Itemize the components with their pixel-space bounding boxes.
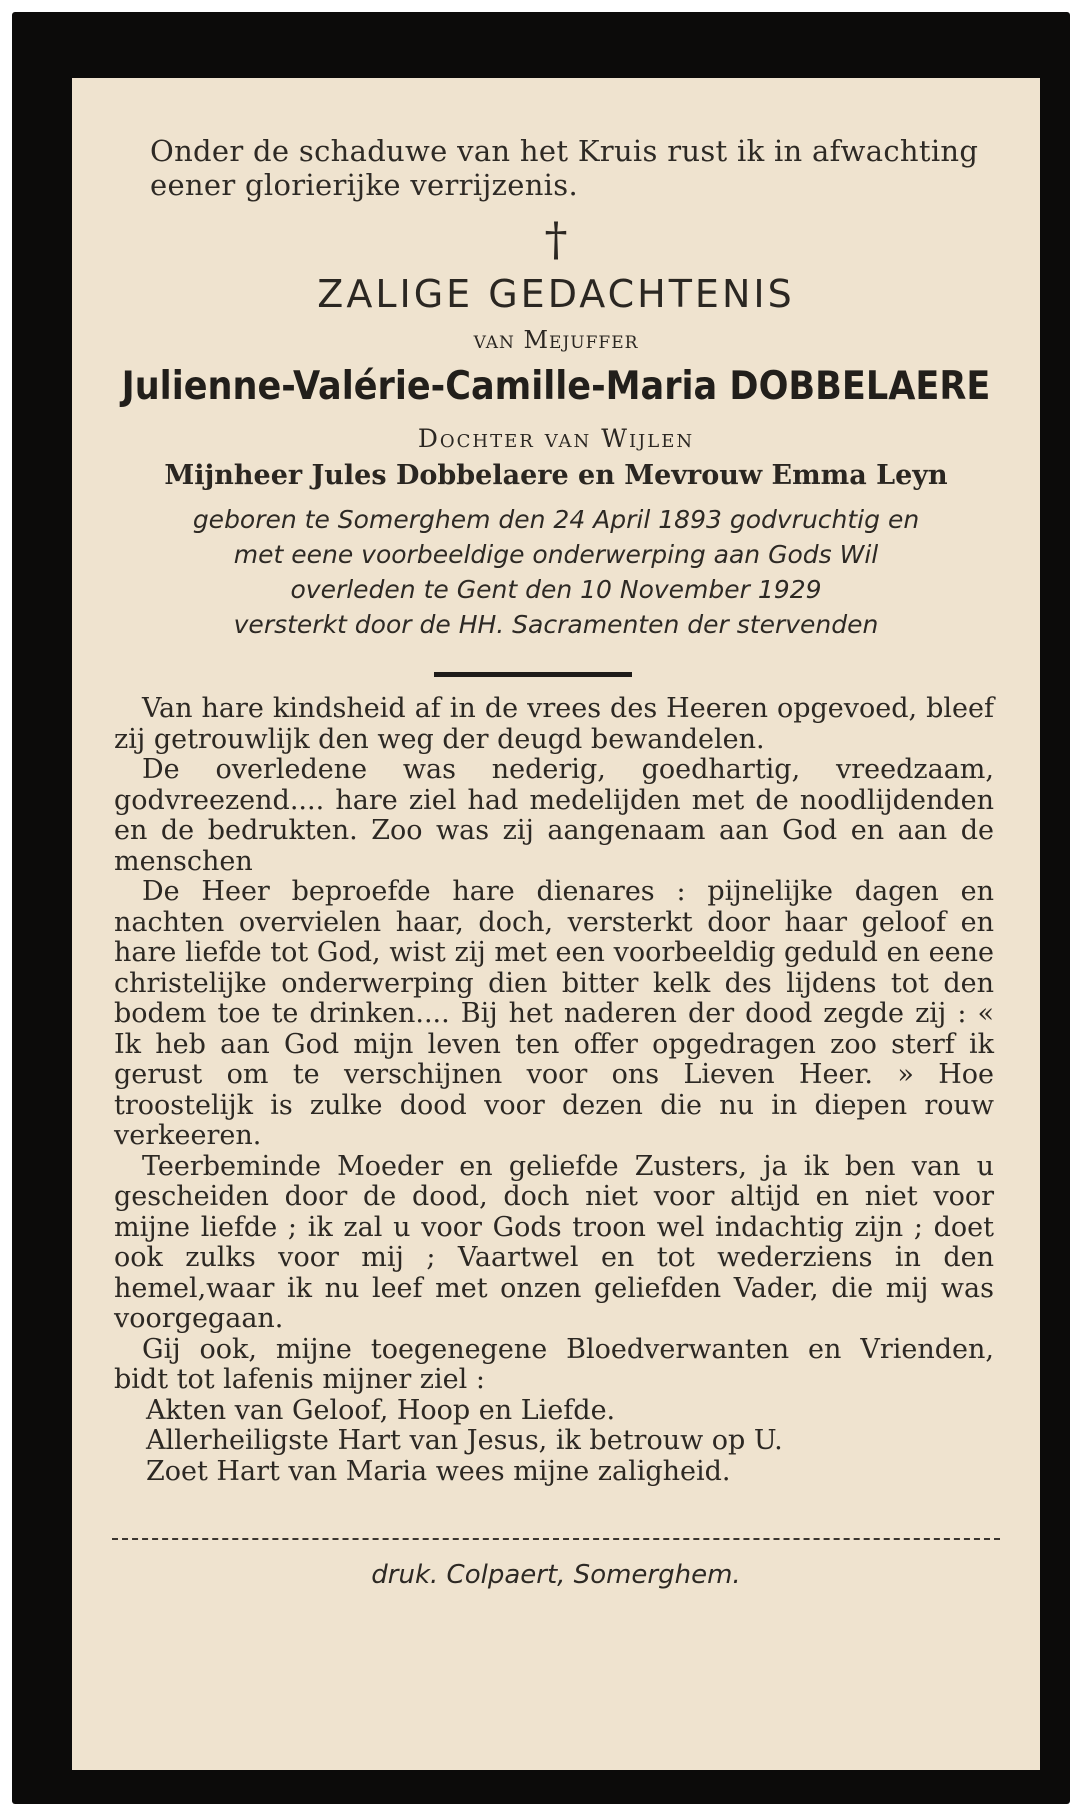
daughter-of-line: Dochter van Wijlen [417,424,695,453]
cross-icon: † [544,212,568,266]
paragraph: Gij ook, mijne toegenegene Bloedverwanten en Vrienden, bidt tot lafenis mijner ziel : [114,1333,994,1395]
paragraph: De Heer beproefde hare dienares : pijnelijke dagen en nachten overvielen haar, doch, versterkt door haar geloof en hare liefde tot God, wist zij met een voorbeeldig geduld en eene christelijke onderwerping dien bitter kelk des lijdens tot den bodem toe te drinken.... Bij het naderen der dood zegde zij : « Ik heb aan God mijn leven ten offer opgedragen zoo sterf ik gerust om te verschijnen voor ons Lieven Heer. » Hoe troostelijk is zulke dood voor dezen die nu in diepen rouw verkeeren. [114,876,994,1151]
parents-line: Mijnheer Jules Dobbelaere en Mevrouw Emma Leyn [164,460,948,491]
deceased-name: Julienne-Valérie-Camille-Maria DOBBELAERE [121,364,991,409]
dotted-divider [112,1538,1000,1540]
paragraph: Teerbeminde Moeder en geliefde Zusters, ja ik ben van u gescheiden door de dood, doch niet voor altijd en niet voor mijne liefde ; ik zal u voor Gods troon wel indachtig zijn ; doet ook zulks voor mij ; Vaartwel en tot wederziens in den hemel,waar ik nu leef met onzen geliefden Vader, die mij was voorgegaan. [114,1150,994,1334]
paragraph: De overledene was nederig, goedhartig, vreedzaam, godvreezend.... hare ziel had medelijden met de noodlijdenden en de bedrukten. Zoo was zij aangenaam aan God en aan de menschen [114,754,994,877]
paragraph: Van hare kindsheid af in de vrees des Heeren opgevoed, bleef zij getrouwlijk den weg der deugd bewandelen. [114,693,994,755]
prayer-line: Allerheiligste Hart van Jesus, ik betrouw op U. [146,1425,783,1456]
card-paper [72,78,1040,1770]
birth-line: geboren te Somerghem den 24 April 1893 godvruchtig en [192,505,920,534]
memorial-text [114,694,994,1487]
prayer-line: Zoet Hart van Maria wees mijne zaligheid. [146,1455,731,1487]
card-title: ZALIGE GEDACHTENIS [317,272,795,316]
memorial-card [12,12,1070,1804]
sacraments-line: versterkt door de HH. Sacramenten der stervenden [233,610,879,639]
printer-credit: druk. Colpaert, Somerghem. [371,1560,741,1590]
life-details [112,502,1000,642]
submission-line: met eene voorbeeldige onderwerping aan Gods Wil [233,540,879,569]
divider-rule [434,672,632,677]
motto: Onder de schaduwe van het Kruis rust ik in afwachting eener glorierijke verrijzenis. [150,134,979,202]
prayer-line: Akten van Geloof, Hoop en Liefde. [146,1394,616,1426]
death-line: overleden te Gent den 10 November 1929 [290,575,822,604]
card-subtitle: van Mejuffer [473,326,639,354]
